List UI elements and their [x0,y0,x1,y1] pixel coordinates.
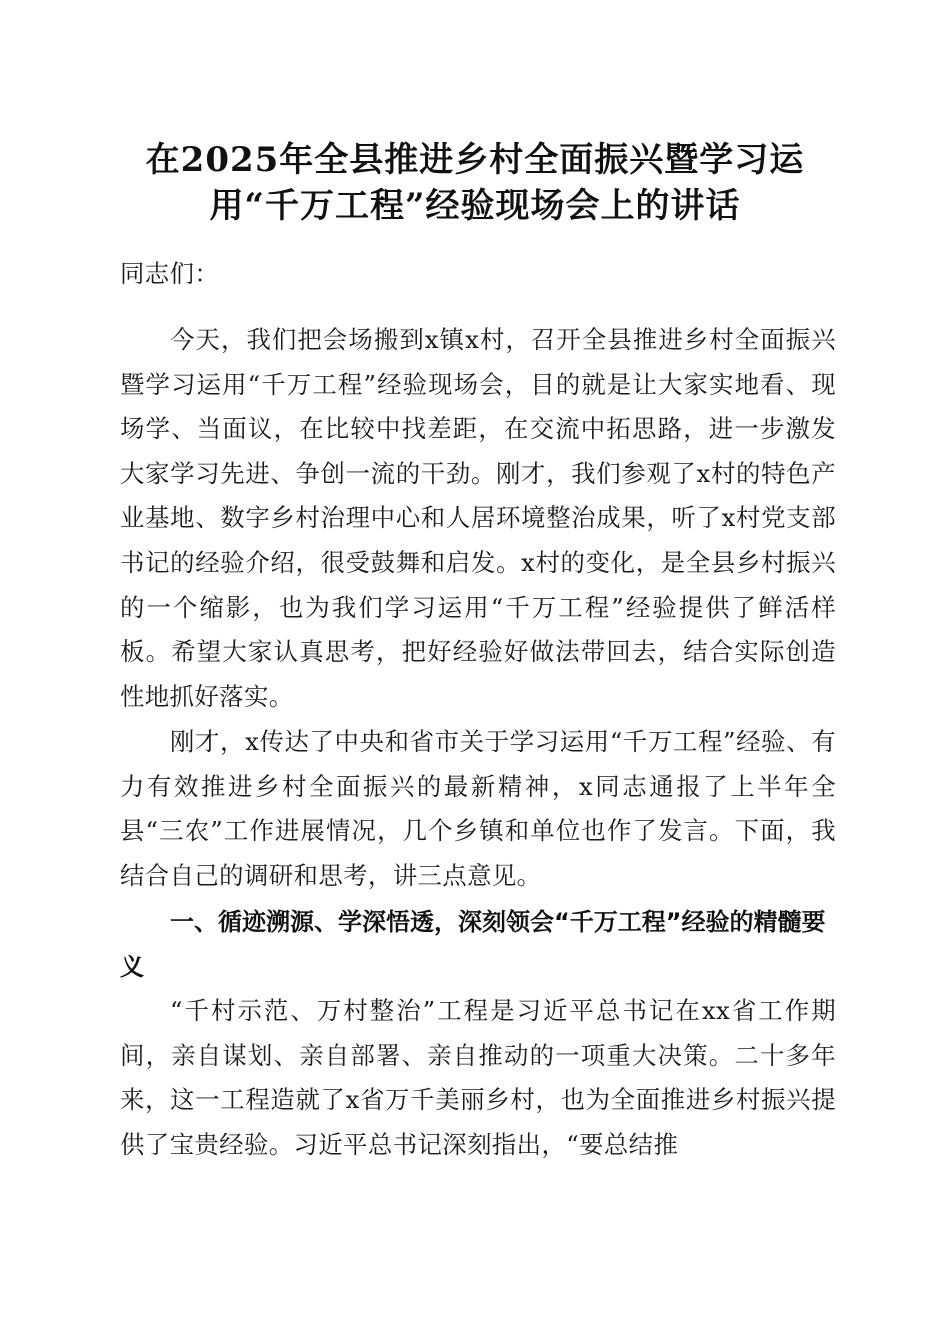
paragraph-1: 今天，我们把会场搬到x镇x村，召开全县推进乡村全面振兴暨学习运用“千万工程”经验现场会，目的就是让大家实地看、现场学、当面议，在比较中找差距，在交流中拓思路，进一步激发大家学习先进、争创一流的干劲。刚才，我们参观了x村的特色产业基地、数字乡村治理中心和人居环境整治成果，听了x村党支部书记的经验介绍，很受鼓舞和启发。x村的变化，是全县乡村振兴的一个缩影，也为我们学习运用“千万工程”经验提供了鲜活样板。希望大家认真思考，把好经验好做法带回去，结合实际创造性地抓好落实。 [120,325,836,711]
salutation: 同志们： [120,259,220,288]
document-title-line1: 在2025年全县推进乡村全面振兴暨学习运 [145,140,805,180]
paragraph-2: 刚才，x传达了中央和省市关于学习运用“千万工程”经验、有力有效推进乡村全面振兴的最新精神，x同志通报了上半年全县“三农”工作进展情况，几个乡镇和单位也作了发言。下面，我结合自己的调研和思考，讲三点意见。 [120,727,836,890]
section-heading-1: 一、循迹溯源、学深悟透，深刻领会“千万工程”经验的精髓要义 [120,908,826,981]
section-1-paragraph: “千村示范、万村整治”工程是习近平总书记在xx省工作期间，亲自谋划、亲自部署、亲自推动的一项重大决策。二十多年来，这一工程造就了x省万千美丽乡村，也为全面推进乡村振兴提供了宝贵经验。习近平总书记深刻指出，“要总结推 [120,996,836,1159]
document-title-line2: 用“千万工程”经验现场会上的讲话 [209,186,741,226]
